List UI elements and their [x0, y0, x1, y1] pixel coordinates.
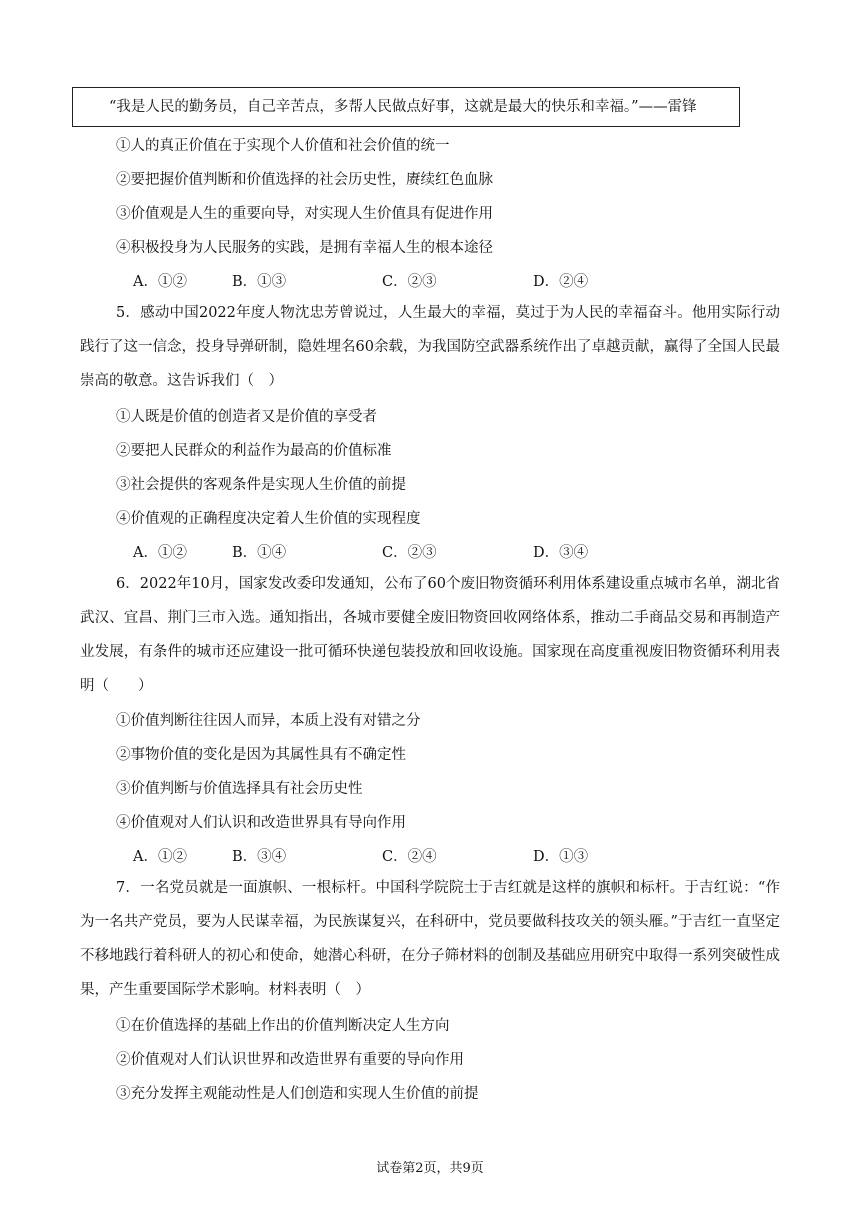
q6-stem: 6．2022年10月，国家发改委印发通知，公布了60个废旧物资循环利用体系建设重点城市名单，湖北省武汉、宜昌、荆门三市入选。通知指出，各城市要健全废旧物资回收网络体系，推动二手商品交易和再制造产业发展，有条件的城市还应建设一批可循环快递包装投放和回收设施。国家现在高度重视废旧物资循环利用表明（ ）: [80, 576, 780, 694]
q4-statement-1: ①人的真正价值在于实现个人价值和社会价值的统一: [116, 138, 450, 154]
q6-statement-1: ①价值判断往往因人而异，本质上没有对错之分: [116, 713, 421, 729]
q5-stem: 5．感动中国2022年度人物沈忠芳曾说过，人生最大的幸福，莫过于为人民的幸福奋斗。他用实际行动践行了这一信念，投身导弹研制，隐姓埋名60余载，为我国防空武器系统作出了卓越贡献，赢得了全国人民最崇高的敬意。这告诉我们（ ）: [80, 305, 780, 389]
q5-statement-2: ②要把人民群众的利益作为最高的价值标准: [116, 443, 392, 459]
q7-statement-3: ③充分发挥主观能动性是人们创造和实现人生价值的前提: [116, 1086, 479, 1102]
q5-option-a[interactable]: A．①②: [133, 545, 187, 561]
q7-statement-1: ①在价值选择的基础上作出的价值判断决定人生方向: [116, 1018, 450, 1034]
q5-options: [133, 543, 633, 563]
q5-statement-3: ③社会提供的客观条件是实现人生价值的前提: [116, 477, 406, 493]
q6-statement-4: ④价值观对人们认识和改造世界具有导向作用: [116, 815, 406, 831]
q7-stem: 7．一名党员就是一面旗帜、一根标杆。中国科学院院士于吉红就是这样的旗帜和标杆。于吉红说：“作为一名共产党员，要为人民谋幸福，为民族谋复兴，在科研中，党员要做科技攻关的领头雁。”于吉红一直坚定不移地践行着科研人的初心和使命，她潜心科研，在分子筛材料的创制及基础应用研究中取得一系列突破性成果，产生重要国际学术影响。材料表明（ ）: [80, 880, 780, 998]
q5-option-b[interactable]: B．①④: [232, 545, 287, 561]
q4-statement-3: ③价值观是人生的重要向导，对实现人生价值具有促进作用: [116, 206, 493, 222]
q6-option-a[interactable]: A．①②: [133, 849, 187, 865]
q6-option-c[interactable]: C．②④: [382, 849, 437, 865]
q6-statement-3: ③价值判断与价值选择具有社会历史性: [116, 781, 363, 797]
q4-option-d[interactable]: D．②④: [533, 274, 589, 290]
q4-statement-4: ④积极投身为人民服务的实践，是拥有幸福人生的根本途径: [116, 240, 493, 256]
q6-options: [133, 847, 633, 867]
q4-option-c[interactable]: C．②③: [382, 274, 437, 290]
q4-statement-2: ②要把握价值判断和价值选择的社会历史性，赓续红色血脉: [116, 172, 493, 188]
q5-statement-4: ④价值观的正确程度决定着人生价值的实现程度: [116, 511, 421, 527]
q4-options: [133, 272, 633, 292]
q5-statement-1: ①人既是价值的创造者又是价值的享受者: [116, 409, 377, 425]
q6-option-d[interactable]: D．①③: [533, 849, 589, 865]
q4-option-b[interactable]: B．①③: [232, 274, 287, 290]
quote-box: “我是人民的勤务员，自己辛苦点，多帮人民做点好事，这就是最大的快乐和幸福。”——雷锋: [72, 87, 740, 127]
page-footer: 试卷第2页，共9页: [376, 1161, 484, 1176]
q5-option-c[interactable]: C．②③: [382, 545, 437, 561]
q6-option-b[interactable]: B．③④: [232, 849, 287, 865]
q7-statement-2: ②价值观对人们认识世界和改造世界有重要的导向作用: [116, 1052, 464, 1068]
q4-option-a[interactable]: A．①②: [133, 274, 187, 290]
q5-option-d[interactable]: D．③④: [533, 545, 589, 561]
q6-statement-2: ②事物价值的变化是因为其属性具有不确定性: [116, 747, 406, 763]
